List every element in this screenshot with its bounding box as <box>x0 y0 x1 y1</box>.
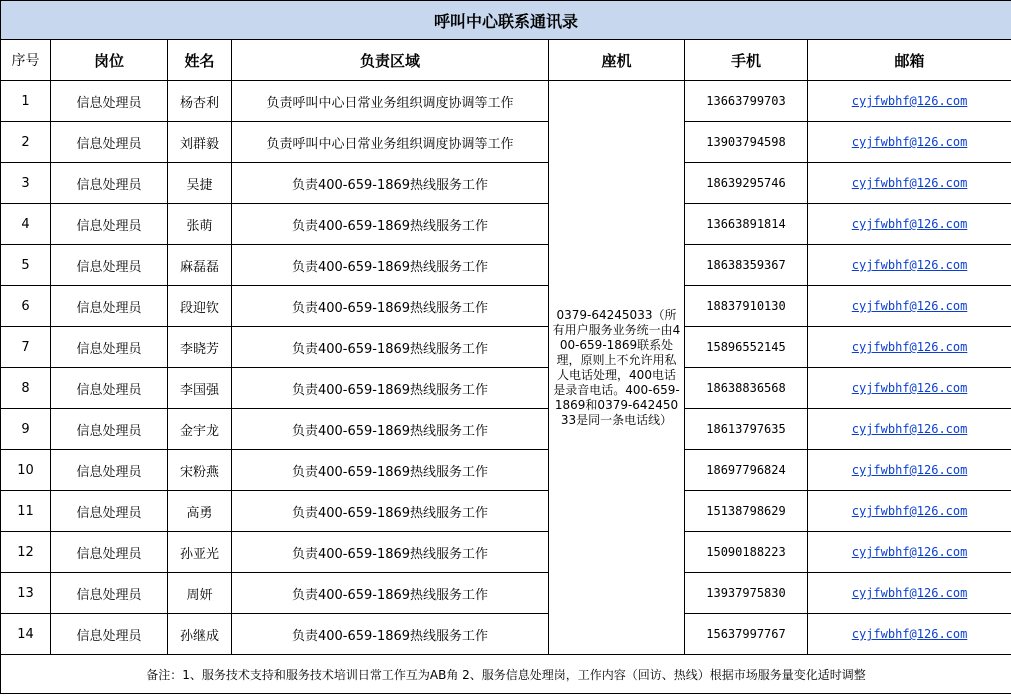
cell-position: 信息处理员 <box>51 245 168 286</box>
cell-area: 负责400-659-1869热线服务工作 <box>232 368 549 409</box>
email-link[interactable]: cyjfwbhf@126.com <box>851 504 968 518</box>
cell-mobile: 18638836568 <box>685 368 808 409</box>
cell-position: 信息处理员 <box>51 204 168 245</box>
table-row <box>1 368 1011 409</box>
cell-area: 负责400-659-1869热线服务工作 <box>232 532 549 573</box>
cell-email <box>808 614 1011 655</box>
cell-index: 6 <box>1 286 51 327</box>
table-row <box>1 573 1011 614</box>
table-row <box>1 491 1011 532</box>
email-link[interactable]: cyjfwbhf@126.com <box>851 217 968 231</box>
cell-area: 负责400-659-1869热线服务工作 <box>232 327 549 368</box>
header-email: 邮箱 <box>808 40 1011 81</box>
cell-email <box>808 81 1011 122</box>
cell-index: 13 <box>1 573 51 614</box>
cell-name: 吴捷 <box>168 163 232 204</box>
table-row <box>1 204 1011 245</box>
cell-area: 负责400-659-1869热线服务工作 <box>232 573 549 614</box>
cell-index: 11 <box>1 491 51 532</box>
header-landline: 座机 <box>549 40 685 81</box>
cell-name: 金宇龙 <box>168 409 232 450</box>
table-row <box>1 450 1011 491</box>
header-row <box>1 40 1011 81</box>
header-area: 负责区域 <box>232 40 549 81</box>
cell-name: 张萌 <box>168 204 232 245</box>
cell-email <box>808 163 1011 204</box>
header-position: 岗位 <box>51 40 168 81</box>
header-index: 序号 <box>1 40 51 81</box>
cell-area: 负责400-659-1869热线服务工作 <box>232 450 549 491</box>
cell-position: 信息处理员 <box>51 286 168 327</box>
cell-mobile: 13663799703 <box>685 81 808 122</box>
cell-area: 负责400-659-1869热线服务工作 <box>232 409 549 450</box>
cell-name: 宋粉燕 <box>168 450 232 491</box>
email-link[interactable]: cyjfwbhf@126.com <box>851 463 968 477</box>
sheet-title: 呼叫中心联系通讯录 <box>1 1 1011 40</box>
cell-name: 李晓芳 <box>168 327 232 368</box>
cell-landline-note: 0379-64245033（所有用户服务业务统一由400-659-1869联系处理，原则上不允许用私人电话处理，400电话是录音电话。400-659-1869和0379-64245033是同一条电话线） <box>549 81 685 655</box>
cell-name: 麻磊磊 <box>168 245 232 286</box>
cell-area: 负责400-659-1869热线服务工作 <box>232 614 549 655</box>
cell-email <box>808 204 1011 245</box>
cell-position: 信息处理员 <box>51 409 168 450</box>
cell-index: 12 <box>1 532 51 573</box>
cell-position: 信息处理员 <box>51 573 168 614</box>
cell-area: 负责呼叫中心日常业务组织调度协调等工作 <box>232 122 549 163</box>
cell-mobile: 15138798629 <box>685 491 808 532</box>
cell-name: 孙亚光 <box>168 532 232 573</box>
cell-email <box>808 573 1011 614</box>
cell-area: 负责400-659-1869热线服务工作 <box>232 491 549 532</box>
cell-index: 8 <box>1 368 51 409</box>
cell-mobile: 18613797635 <box>685 409 808 450</box>
cell-mobile: 18638359367 <box>685 245 808 286</box>
email-link[interactable]: cyjfwbhf@126.com <box>851 299 968 313</box>
cell-name: 段迎钦 <box>168 286 232 327</box>
cell-mobile: 15090188223 <box>685 532 808 573</box>
cell-email <box>808 491 1011 532</box>
header-mobile: 手机 <box>685 40 808 81</box>
email-link[interactable]: cyjfwbhf@126.com <box>851 545 968 559</box>
cell-mobile: 15637997767 <box>685 614 808 655</box>
cell-email <box>808 327 1011 368</box>
cell-index: 2 <box>1 122 51 163</box>
cell-name: 高勇 <box>168 491 232 532</box>
cell-position: 信息处理员 <box>51 450 168 491</box>
cell-position: 信息处理员 <box>51 122 168 163</box>
cell-area: 负责400-659-1869热线服务工作 <box>232 163 549 204</box>
cell-email <box>808 409 1011 450</box>
email-link[interactable]: cyjfwbhf@126.com <box>851 258 968 272</box>
cell-mobile: 13903794598 <box>685 122 808 163</box>
table-row <box>1 286 1011 327</box>
cell-index: 3 <box>1 163 51 204</box>
cell-index: 7 <box>1 327 51 368</box>
table-row <box>1 122 1011 163</box>
cell-mobile: 15896552145 <box>685 327 808 368</box>
cell-index: 1 <box>1 81 51 122</box>
cell-area: 负责400-659-1869热线服务工作 <box>232 245 549 286</box>
cell-area: 负责400-659-1869热线服务工作 <box>232 204 549 245</box>
email-link[interactable]: cyjfwbhf@126.com <box>851 627 968 641</box>
header-name: 姓名 <box>168 40 232 81</box>
cell-area: 负责呼叫中心日常业务组织调度协调等工作 <box>232 81 549 122</box>
cell-position: 信息处理员 <box>51 81 168 122</box>
table-row <box>1 163 1011 204</box>
email-link[interactable]: cyjfwbhf@126.com <box>851 135 968 149</box>
table-row <box>1 245 1011 286</box>
cell-email <box>808 286 1011 327</box>
cell-position: 信息处理员 <box>51 163 168 204</box>
cell-name: 周妍 <box>168 573 232 614</box>
footer-note: 备注：1、服务技术支持和服务技术培训日常工作互为AB角 2、服务信息处理岗，工作内容（回访、热线）根据市场服务量变化适时调整 <box>1 655 1011 694</box>
email-link[interactable]: cyjfwbhf@126.com <box>851 586 968 600</box>
email-link[interactable]: cyjfwbhf@126.com <box>851 176 968 190</box>
cell-email <box>808 368 1011 409</box>
cell-position: 信息处理员 <box>51 368 168 409</box>
cell-mobile: 18837910130 <box>685 286 808 327</box>
table-row <box>1 409 1011 450</box>
table-row <box>1 327 1011 368</box>
table-row <box>1 614 1011 655</box>
email-link[interactable]: cyjfwbhf@126.com <box>851 94 968 108</box>
cell-mobile: 18697796824 <box>685 450 808 491</box>
cell-area: 负责400-659-1869热线服务工作 <box>232 286 549 327</box>
cell-name: 李国强 <box>168 368 232 409</box>
email-link[interactable]: cyjfwbhf@126.com <box>851 381 968 395</box>
cell-name: 孙继成 <box>168 614 232 655</box>
cell-index: 14 <box>1 614 51 655</box>
cell-mobile: 13663891814 <box>685 204 808 245</box>
cell-mobile: 13937975830 <box>685 573 808 614</box>
cell-email <box>808 532 1011 573</box>
table-row <box>1 532 1011 573</box>
table-row <box>1 81 1011 122</box>
email-link[interactable]: cyjfwbhf@126.com <box>851 422 968 436</box>
email-link[interactable]: cyjfwbhf@126.com <box>851 340 968 354</box>
cell-position: 信息处理员 <box>51 491 168 532</box>
cell-mobile: 18639295746 <box>685 163 808 204</box>
cell-index: 10 <box>1 450 51 491</box>
cell-email <box>808 450 1011 491</box>
cell-position: 信息处理员 <box>51 327 168 368</box>
cell-index: 9 <box>1 409 51 450</box>
cell-email <box>808 122 1011 163</box>
cell-position: 信息处理员 <box>51 532 168 573</box>
cell-name: 杨杏利 <box>168 81 232 122</box>
cell-index: 5 <box>1 245 51 286</box>
cell-position: 信息处理员 <box>51 614 168 655</box>
cell-name: 刘群毅 <box>168 122 232 163</box>
cell-email <box>808 245 1011 286</box>
cell-index: 4 <box>1 204 51 245</box>
